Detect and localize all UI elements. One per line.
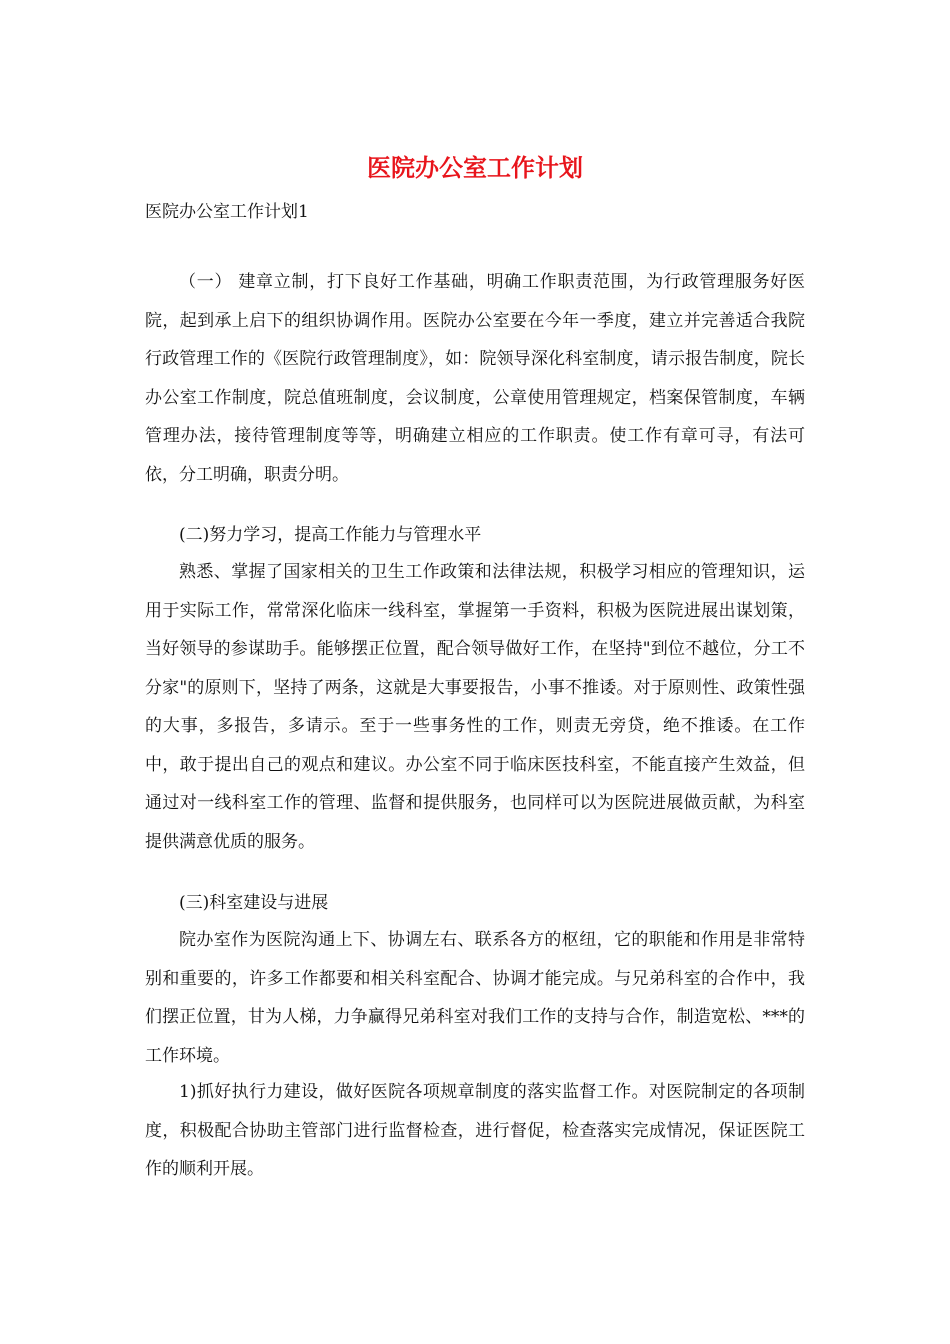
section1-paragraph: （一） 建章立制，打下良好工作基础，明确工作职责范围，为行政管理服务好医院，起到承上启下的组织协调作用。医院办公室要在今年一季度，建立并完善适合我院行政管理工作的《医院行政管理制度》，如：院领导深化科室制度，请示报告制度，院长办公室工作制度，院总值班制度，会议制度，公章使用管理规定，档案保管制度，车辆管理办法，接待管理制度等等，明确建立相应的工作职责。使工作有章可寻，有法可依，分工明确，职责分明。 <box>145 272 805 485</box>
section3-paragraph: 院办室作为医院沟通上下、协调左右、联系各方的枢纽，它的职能和作用是非常特别和重要的，许多工作都要和相关科室配合、协调才能完成。与兄弟科室的合作中，我们摆正位置，甘为人梯，力争赢得兄弟科室对我们工作的支持与合作，制造宽松、***的工作环境。 <box>145 930 805 1066</box>
section3-heading: (三)科室建设与进展 <box>179 893 329 913</box>
section3-item1: 1)抓好执行力建设，做好医院各项规章制度的落实监督工作。对医院制定的各项制度，积极配合协助主管部门进行监督检查，进行督促，检查落实完成情况，保证医院工作的顺利开展。 <box>145 1082 805 1179</box>
document-title: 医院办公室工作计划 <box>367 153 583 182</box>
section2-heading: (二)努力学习，提高工作能力与管理水平 <box>179 525 482 545</box>
section2-paragraph: 熟悉、掌握了国家相关的卫生工作政策和法律法规，积极学习相应的管理知识，运用于实际工作，常常深化临床一线科室，掌握第一手资料，积极为医院进展出谋划策，当好领导的参谋助手。能够摆正位置，配合领导做好工作，在坚持"到位不越位，分工不分家"的原则下，坚持了两条，这就是大事要报告，小事不推诿。对于原则性、政策性强的大事，多报告，多请示。至于一些事务性的工作，则责无旁贷，绝不推诿。在工作中，敢于提出自己的观点和建议。办公室不同于临床医技科室，不能直接产生效益，但通过对一线科室工作的管理、监督和提供服务，也同样可以为医院进展做贡献，为科室提供满意优质的服务。 <box>145 562 805 852</box>
document-subtitle: 医院办公室工作计划1 <box>145 202 309 222</box>
